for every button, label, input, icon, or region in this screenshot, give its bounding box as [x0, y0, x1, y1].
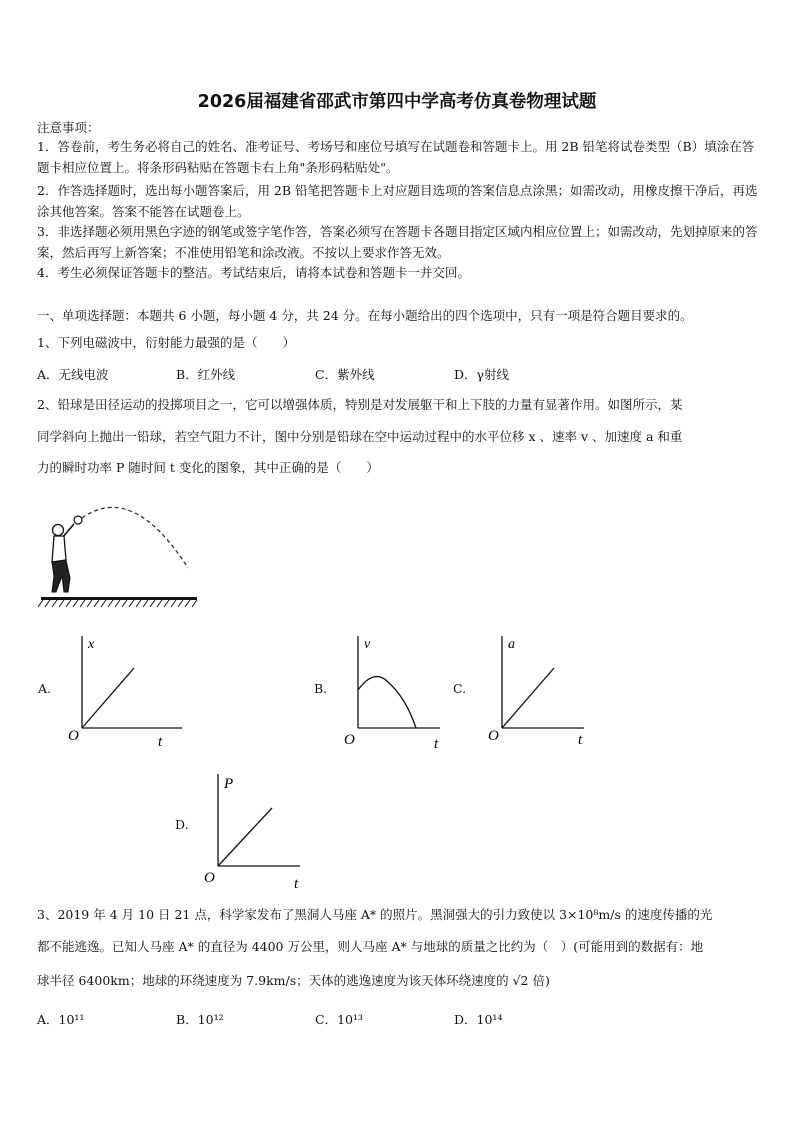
graph-d-y-label: P [224, 776, 234, 792]
graph-a-origin: O [68, 728, 79, 744]
section-heading: 一、单项选择题：本题共 6 小题，每小题 4 分，共 24 分。在每小题给出的四个选项中，只有一项是符合题目要求的。 [37, 308, 693, 323]
graph-c-x-label: t [578, 732, 583, 748]
q2-stem-line1: 2、铅球是田径运动的投掷项目之一，它可以增强体质，特别是对发展躯干和上下肢的力量有显著作用。如图所示，某 [37, 397, 683, 412]
shot-put-figure [38, 500, 208, 612]
q1-option-d: D．γ射线 [454, 367, 509, 382]
graph-d-x-label: t [294, 876, 299, 890]
q2-option-a-label: A. [38, 681, 52, 696]
notice-item-3: 3．非选择题必须用黑色字迹的钢笔或签字笔作答，答案必须写在答题卡各题目指定区域内相应位置上；如需改动，先划掉原来的答案，然后再写上新答案；不准使用铅笔和涂改液。不按以上要求作答无效。 [37, 224, 758, 260]
graph-a-x-t [60, 632, 190, 752]
graph-b-y-label: v [364, 637, 371, 652]
q2-stem-line3: 力的瞬时功率 P 随时间 t 变化的图象，其中正确的是（ ） [37, 460, 379, 475]
q3-stem-line3: 球半径 6400km；地球的环绕速度为 7.9km/s；天体的逃逸速度为该天体环绕速度的 √2 倍) [37, 973, 550, 988]
q3-stem-line2: 都不能逃逸。已知人马座 A* 的直径为 4400 万公里，则人马座 A* 与地球的质量之比约为（ ）(可能用到的数据有：地 [37, 939, 704, 954]
graph-a-x-label: t [158, 734, 163, 750]
graph-d-p-t [196, 770, 316, 890]
graph-b-v-t [336, 632, 466, 752]
graph-c-a-t [480, 632, 600, 752]
q3-option-b: B．10¹² [176, 1012, 224, 1027]
notice-item-1: 1．答卷前，考生务必将自己的姓名、准考证号、考场号和座位号填写在试题卷和答题卡上。用 2B 铅笔将试卷类型（B）填涂在答题卡相应位置上。将条形码粘贴在答题卡右上角"条形码粘贴处"。 [37, 139, 755, 175]
q3-option-d: D．10¹⁴ [454, 1012, 503, 1027]
q1-option-c: C．紫外线 [315, 367, 375, 382]
q3-option-c: C．10¹³ [315, 1012, 363, 1027]
q1-option-a: A．无线电波 [37, 367, 109, 382]
notice-item-2: 2．作答选择题时，选出每小题答案后，用 2B 铅笔把答题卡上对应题目选项的答案信息点涂黑；如需改动，用橡皮擦干净后，再选涂其他答案。答案不能答在试题卷上。 [37, 183, 758, 219]
q1-option-b: B．红外线 [176, 367, 236, 382]
q2-option-d-label: D. [175, 817, 189, 832]
q1-stem: 1、下列电磁波中，衍射能力最强的是（ ） [37, 335, 295, 350]
q3-option-a: A．10¹¹ [37, 1012, 85, 1027]
q3-stem-line1: 3、2019 年 4 月 10 日 21 点，科学家发布了黑洞人马座 A* 的照片。黑洞强大的引力致使以 3×10⁸m/s 的速度传播的光 [37, 907, 713, 922]
notice-heading: 注意事项： [37, 120, 100, 135]
graph-b-origin: O [344, 732, 355, 748]
graph-d-origin: O [204, 870, 215, 886]
notice-item-4: 4．考生必须保证答题卡的整洁。考试结束后，请将本试卷和答题卡一并交回。 [37, 265, 470, 280]
q2-stem-line2: 同学斜向上抛出一铅球，若空气阻力不计，图中分别是铅球在空中运动过程中的水平位移 x 、速率 v 、加速度 a 和重 [37, 429, 683, 444]
graph-c-y-label: a [508, 637, 515, 652]
page-title: 2026届福建省邵武市第四中学高考仿真卷物理试题 [197, 92, 597, 112]
graph-a-y-label: x [88, 637, 95, 652]
q2-option-c-label: C. [453, 681, 467, 696]
q2-option-b-label: B. [314, 681, 328, 696]
graph-c-origin: O [488, 728, 499, 744]
graph-b-x-label: t [434, 736, 439, 752]
